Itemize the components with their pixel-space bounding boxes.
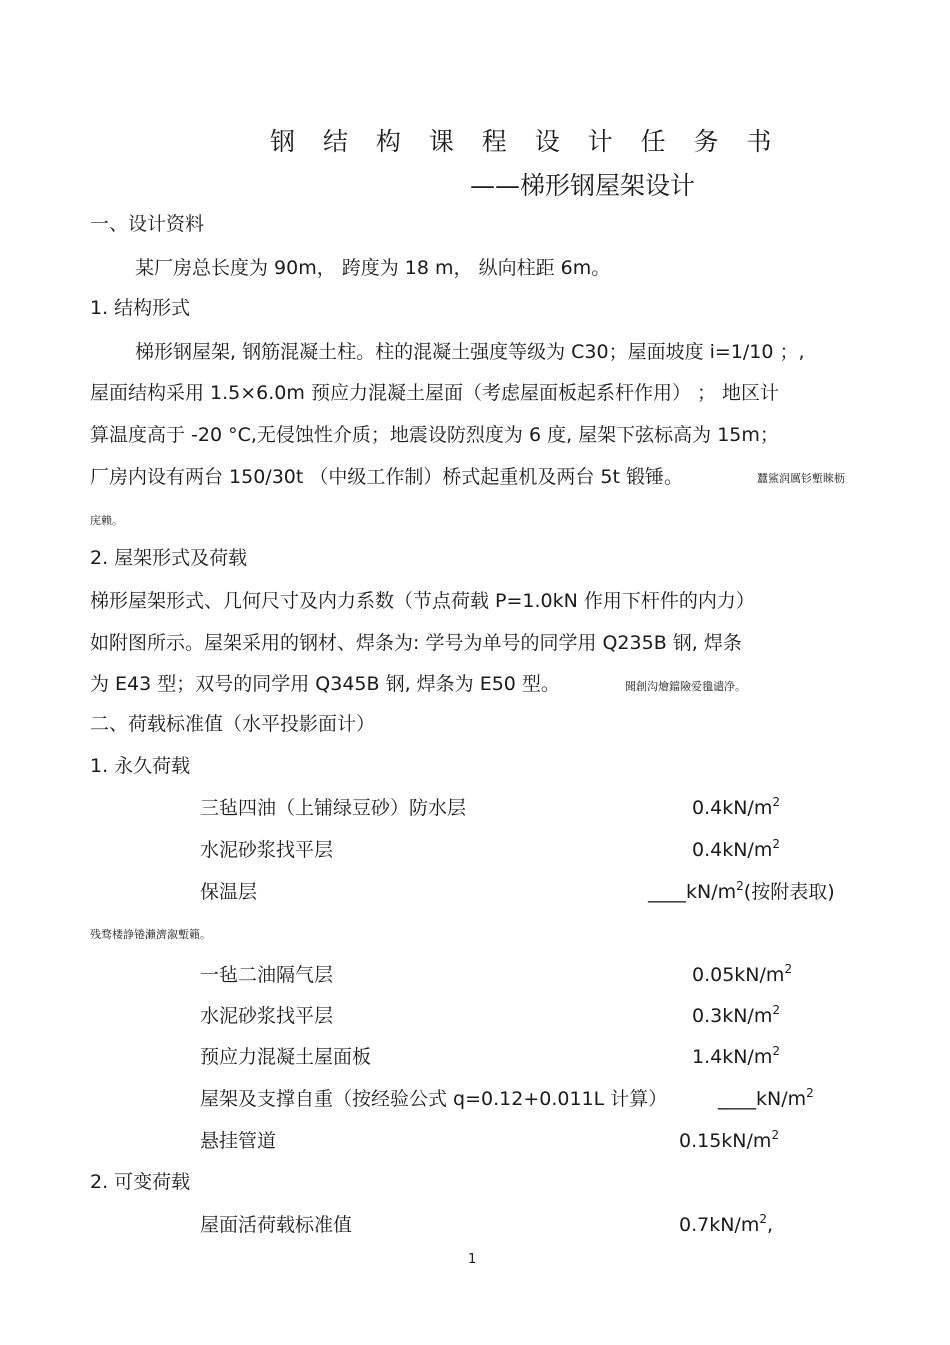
load-name: 屋面活荷载标准值 <box>200 1214 353 1236</box>
sub1-line-1: 梯形钢屋架, 钢筋混凝土柱。柱的混凝土强度等级为 C30；屋面坡度 i=1/10 ；, <box>135 341 805 363</box>
load-value: $0.7kN/m^2$, <box>679 1212 774 1236</box>
load-name: 保温层 <box>200 881 258 903</box>
section2-heading: 二、荷载标准值（水平投影面计） <box>90 713 376 735</box>
load-name: 预应力混凝土屋面板 <box>200 1046 372 1068</box>
permanent-noise-text: 残骛楼諍锩瀨濟溆塹籟。 <box>90 928 211 941</box>
sub1-line-2: 屋面结构采用 1.5×6.0m 预应力混凝土屋面（考虑屋面板起系杆作用） ； 地区计 <box>90 382 780 404</box>
document-subtitle: ——梯形钢屋架设计 <box>470 171 696 200</box>
sub2-line-2: 如附图所示。屋架采用的钢材、焊条为: 学号为单号的同学用 Q235B 钢, 焊条 <box>90 632 742 654</box>
load-name: 水泥砂浆找平层 <box>200 1005 334 1027</box>
load-name: 屋架及支撑自重（按经验公式 q=0.12+0.011L 计算） <box>200 1088 668 1110</box>
sub1-noise-text-2: 庑赖。 <box>90 514 123 527</box>
load-value: $0.3kN/m^2$ <box>692 1003 780 1027</box>
load-value: $\_\_\_\_kN/m^2$(按附表取) <box>648 879 835 903</box>
sub1-line-4: 厂房内设有两台 150/30t （中级工作制）桥式起重机及两台 5t 锻锤。 <box>90 466 683 488</box>
load-value: $0.4kN/m^2$ <box>692 795 780 819</box>
load-name: 悬挂管道 <box>200 1130 277 1152</box>
variable-heading: 2. 可变荷载 <box>90 1171 191 1193</box>
load-value: $0.05kN/m^2$ <box>692 962 793 986</box>
section1-heading: 一、设计资料 <box>90 213 205 235</box>
sub2-heading: 2. 屋架形式及荷载 <box>90 547 248 569</box>
load-value: $\_\_\_\_kN/m^2$ <box>718 1086 814 1110</box>
sub2-line-1: 梯形屋架形式、几何尺寸及内力系数（节点荷载 P=1.0kN 作用下杆件的内力） <box>90 590 755 612</box>
page-number: 1 <box>468 1252 477 1267</box>
document-title: 钢 结 构 课 程 设 计 任 务 书 <box>270 127 782 156</box>
sub1-heading: 1. 结构形式 <box>90 297 191 319</box>
load-value: $0.15kN/m^2$ <box>679 1128 780 1152</box>
sub2-line-3: 为 E43 型；双号的同学用 Q345B 钢, 焊条为 E50 型。 <box>90 673 560 695</box>
sub1-line-3: 算温度高于 -20 °C,无侵蚀性介质；地震设防烈度为 6 度, 屋架下弦标高为 15m； <box>90 424 779 446</box>
load-name: 水泥砂浆找平层 <box>200 839 334 861</box>
load-name: 三毡四油（上铺绿豆砂）防水层 <box>200 797 467 819</box>
load-name: 一毡二油隔气层 <box>200 964 334 986</box>
load-value: $1.4kN/m^2$ <box>692 1044 780 1068</box>
sub2-noise-text: 聞創沟燴鐺險爱氇谴净。 <box>625 680 746 693</box>
section1-intro: 某厂房总长度为 90m， 跨度为 18 m， 纵向柱距 6m。 <box>135 257 611 279</box>
sub1-noise-text: 蠶鯊润厲钐塹睞枥 <box>757 472 845 485</box>
permanent-heading: 1. 永久荷载 <box>90 755 191 777</box>
load-value: $0.4kN/m^2$ <box>692 837 780 861</box>
